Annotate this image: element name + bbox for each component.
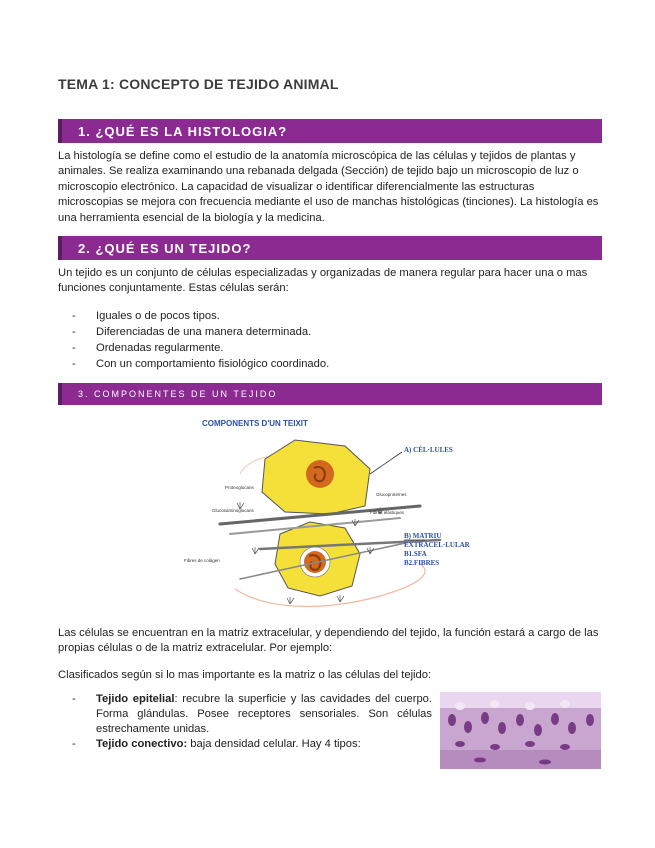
- label-gag: Glucosaminoglucans: [212, 508, 254, 513]
- pointer-cells: [370, 452, 402, 474]
- label-glycoproteins: Glucoproteïnes: [376, 492, 407, 497]
- epithelial-tissue-micrograph: [440, 692, 601, 769]
- tissue-name: Tejido conectivo:: [96, 738, 188, 750]
- label-cells: A) CÈL·LULES: [404, 446, 453, 454]
- label-proteoglycans: Proteoglucans: [225, 485, 254, 490]
- tissue-components-diagram: [180, 414, 500, 610]
- list-item: - Ordenadas regularmente.: [72, 340, 329, 356]
- tejido-characteristics-list: [72, 308, 329, 372]
- label-matrix: B) MATRIU: [404, 532, 442, 540]
- list-item: - Con un comportamiento fisiológico coordinado.: [72, 356, 329, 372]
- componentes-paragraph: Las células se encuentran en la matriz extracelular, y dependiendo del tejido, la función estará a cargo de las propias células o de la matriz extracelular. Por ejemplo:: [58, 627, 599, 655]
- section-heading-componentes: 3. COMPONENTES DE UN TEJIDO: [58, 383, 602, 405]
- label-matrix-2: EXTRACEL·LULAR: [404, 541, 470, 549]
- list-item: [72, 737, 432, 752]
- label-collagen: Fibres de colàgen: [184, 558, 220, 563]
- section-heading-tejido: 2. ¿QUÉ ES UN TEJIDO?: [58, 236, 602, 260]
- nucleus-top: [306, 460, 334, 488]
- label-fibres: B2.FIBRES: [404, 559, 440, 567]
- label-elastic: Fibres elàstiques: [370, 510, 405, 515]
- section-heading-histologia: 1. ¿QUÉ ES LA HISTOLOGIA?: [58, 119, 602, 143]
- list-item: [72, 692, 432, 737]
- tissue-desc: : recubre la superficie y las cavidades del cuerpo. Forma glándulas. Posee receptores sensoriales. Son células estrechamente unidas.: [96, 693, 433, 735]
- diagram-title: COMPONENTS D'UN TEIXIT: [202, 419, 308, 428]
- tissue-name: Tejido epitelial: [96, 693, 175, 705]
- list-item: - Diferenciadas de una manera determinada.: [72, 324, 329, 340]
- tejido-paragraph: Un tejido es un conjunto de células especializadas y organizadas de manera regular para hacer una o mas funciones conjuntamente. Estas células serán:: [58, 267, 588, 295]
- tissue-desc: baja densidad celular. Hay 4 tipos:: [187, 738, 361, 750]
- tissue-types-list: [72, 692, 432, 752]
- page-title: TEMA 1: CONCEPTO DE TEJIDO ANIMAL: [58, 76, 339, 92]
- label-sfa: B1.SFA: [404, 550, 427, 558]
- list-item: - Iguales o de pocos tipos.: [72, 308, 329, 324]
- clasificacion-paragraph: Clasificados según si lo mas importante es la matriz o las células del tejido:: [58, 669, 432, 681]
- histologia-paragraph: La histología se define como el estudio de la anatomía microscópica de las células y tejidos de plantas y animales. Se realiza examinando una rebanada delgada (Sección) de tejido bajo un microscopio de luz o microscopio electrónico. La capacidad de visualizar o identificar diferencialmente las estructuras microscopias se mejora con frecuencia mediante el uso de manchas histológicas (tinciones). La histología es una herramienta esencial de la biología y la medicina.: [58, 150, 599, 224]
